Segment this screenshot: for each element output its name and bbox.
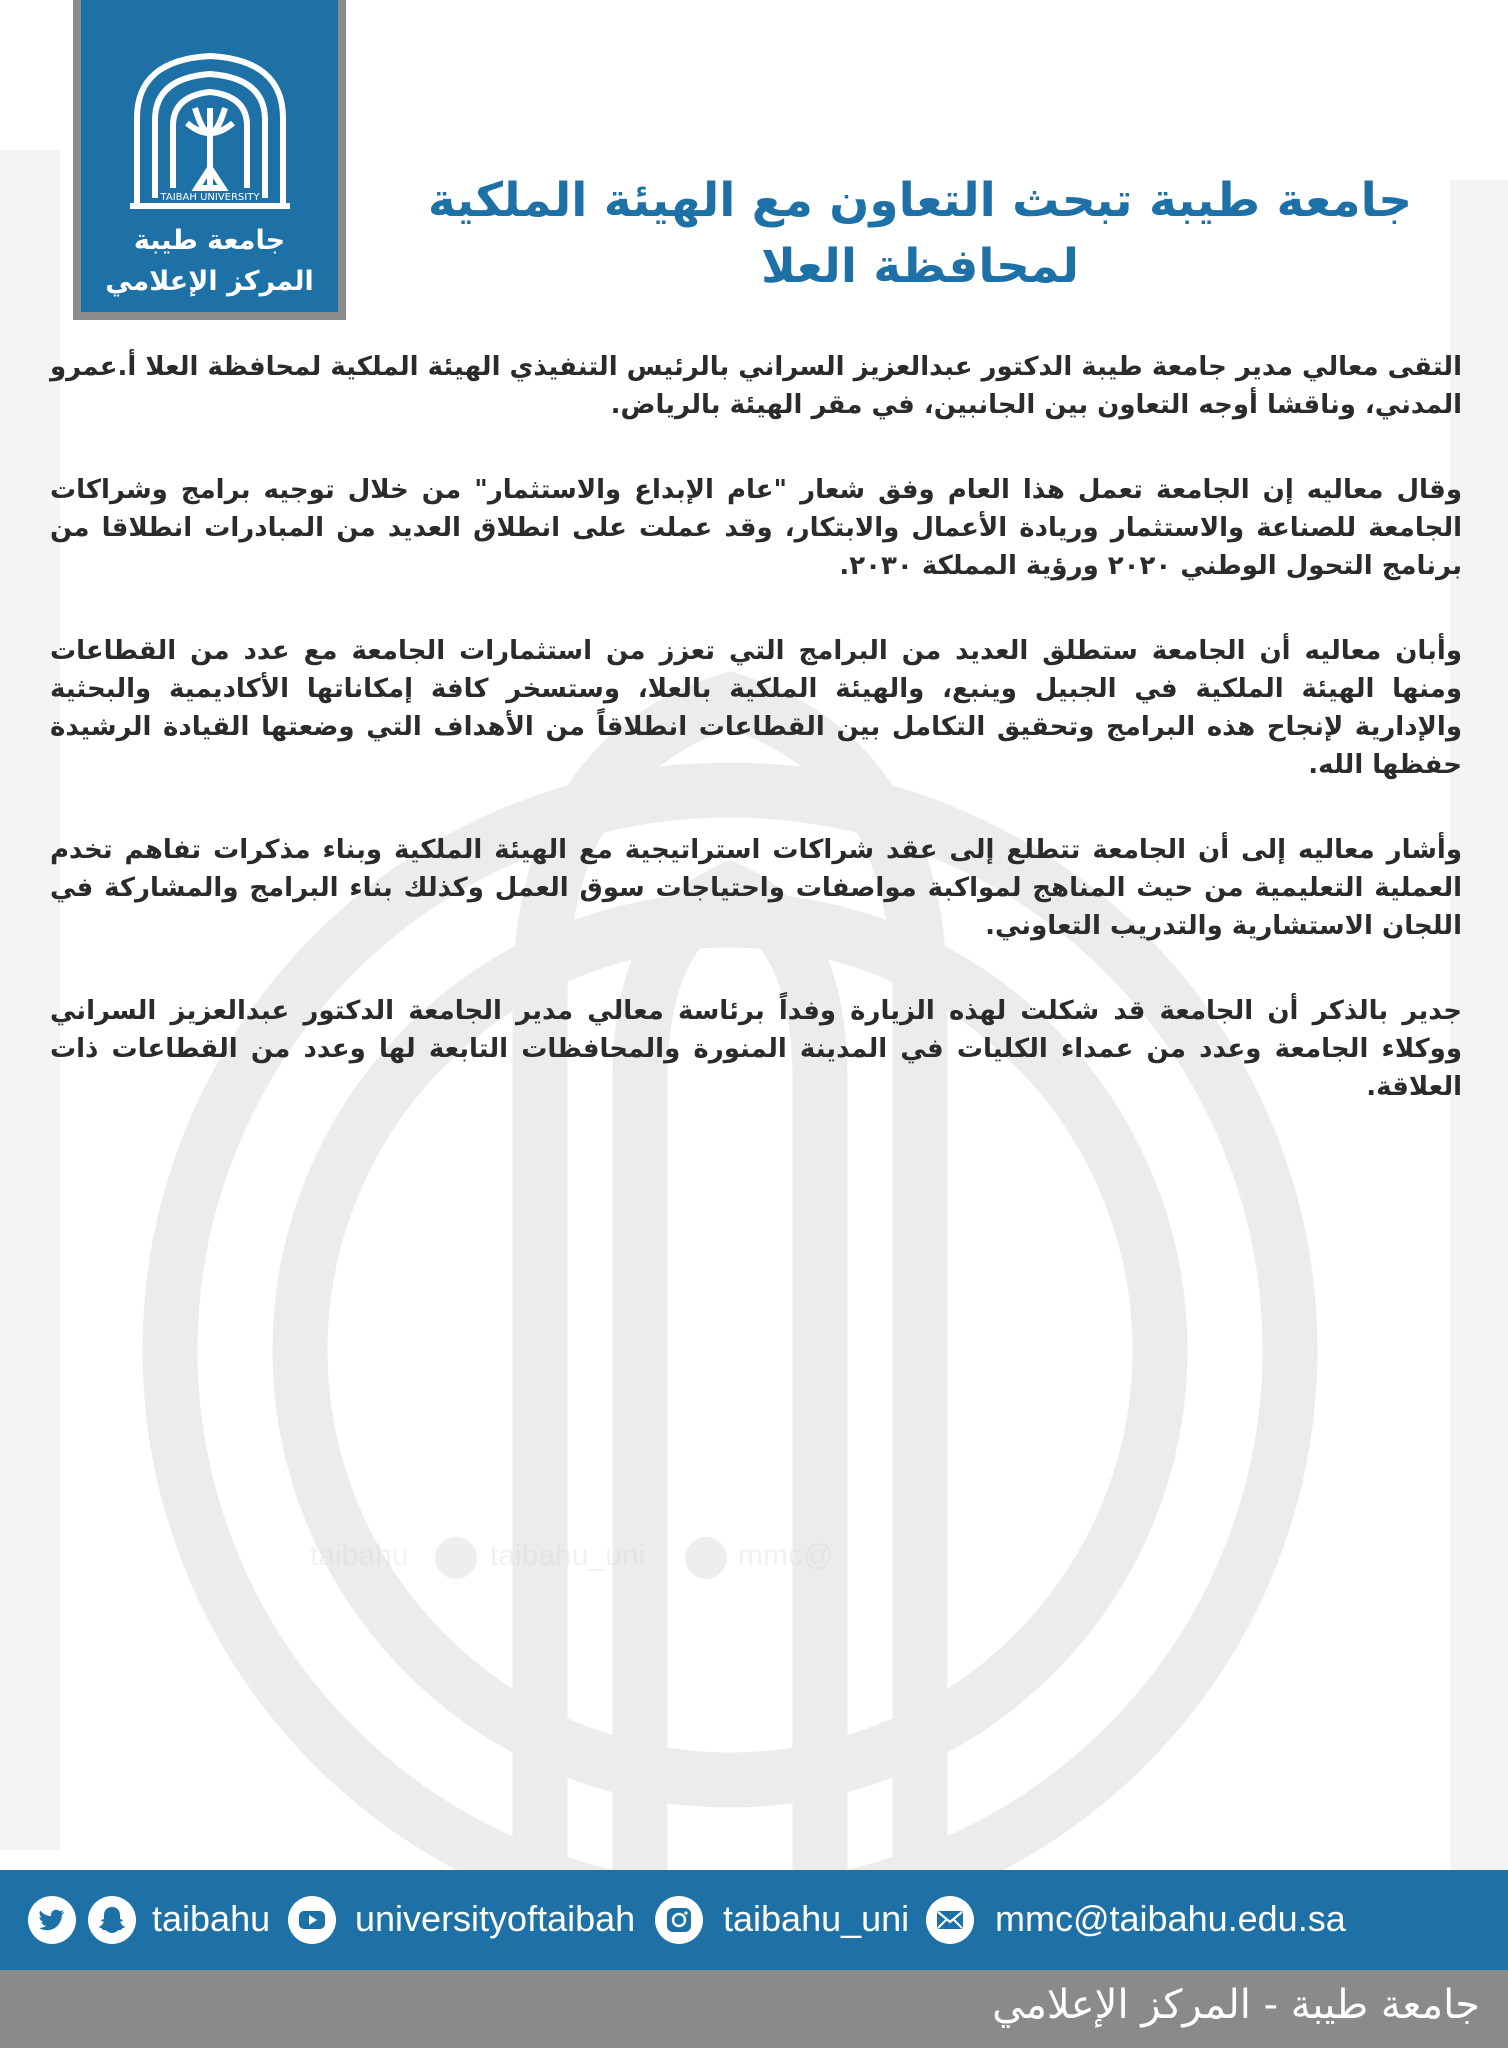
twitter-handle-link[interactable]: taibahu — [152, 1898, 271, 1939]
article-paragraph: وقال معاليه إن الجامعة تعمل هذا العام وفق شعار "عام الإبداع والاستثمار" من خلال توجيه برامج وشراكات الجامعة للصناعة والاستثمار وريادة الأعمال والابتكار، وقد عملت على انطلاق العديد من المبادرات انطلاقا من برنامج التحول الوطني ٢٠٢٠ ورؤية المملكة ٢٠٣٠. — [50, 475, 1462, 581]
ghost-email: mmc@ — [738, 1539, 834, 1572]
instagram-handle-link[interactable]: taibahu_uni — [723, 1898, 910, 1939]
article-paragraph: وأبان معاليه أن الجامعة ستطلق العديد من البرامج التي تعزز من استثمارات الجامعة مع عدد من القطاعات ومنها الهيئة الملكية في الجبيل وينبع، والهيئة الملكية بالعلا، وستسخر كافة إمكاناتها الأكاديمية والبحثية والإدارية لإنجاح هذه البرامج وتحقيق التكامل بين القطاعات انطلاقاً من الأهداف التي وضعتها القيادة الرشيدة حفظها الله. — [50, 636, 1462, 780]
university-emblem-icon — [125, 48, 295, 218]
logo-name-line1: جامعة طيبة — [133, 225, 286, 256]
article-body — [50, 348, 1462, 1153]
social-footer-bar — [0, 1870, 1508, 1970]
youtube-icon[interactable] — [288, 1896, 336, 1944]
mail-icon[interactable] — [926, 1896, 974, 1944]
logo-panel — [81, 0, 338, 312]
logo-name-line2: المركز الإعلامي — [105, 266, 314, 297]
twitter-icon[interactable] — [28, 1896, 76, 1944]
ghost-handle-1: taibahu — [310, 1539, 409, 1572]
footer-title-bar — [0, 1970, 1508, 2048]
ghost-handle-2: taibahu_uni — [490, 1539, 646, 1572]
headline-line2: لمحافظة العلا — [760, 239, 1080, 294]
article-paragraph: وأشار معاليه إلى أن الجامعة تتطلع إلى عقد شراكات استراتيجية مع الهيئة الملكية وبناء مذكرات تفاهم تخدم العملية التعليمية من حيث المناهج لمواكبة مواصفات واحتياجات سوق العمل وكذلك بناء البرامج والمشاركة في اللجان الاستشارية والتدريب التعاوني. — [50, 835, 1462, 941]
article-paragraph: جدير بالذكر أن الجامعة قد شكلت لهذه الزيارة وفداً برئاسة معالي مدير الجامعة الدكتور عبدالعزيز السراني ووكلاء الجامعة وعدد من عمداء الكليات في المدينة المنورة والمحافظات التابعة لها وعدد من القطاعات ذات العلاقة. — [50, 996, 1462, 1102]
headline — [380, 168, 1460, 300]
watermark-social-row — [160, 1535, 1060, 1579]
ghost-instagram-icon — [435, 1537, 477, 1579]
instagram-icon[interactable] — [655, 1896, 703, 1944]
headline-line1: جامعة طيبة تبحث التعاون مع الهيئة الملكية — [427, 173, 1413, 228]
logo-block — [73, 0, 346, 320]
article-paragraph: التقى معالي مدير جامعة طيبة الدكتور عبدالعزيز السراني بالرئيس التنفيذي الهيئة الملكية لمحافظة العلا أ.عمرو المدني، وناقشا أوجه التعاون بين الجانبين، في مقر الهيئة بالرياض. — [50, 352, 1462, 420]
footer-org-name: جامعة طيبة - المركز الإعلامي — [992, 1982, 1480, 2028]
email-link[interactable]: mmc@taibahu.edu.sa — [995, 1898, 1346, 1939]
logo-tiny-text: TAIBAH UNIVERSITY — [160, 192, 260, 203]
snapchat-icon[interactable] — [88, 1896, 136, 1944]
ghost-mail-icon — [685, 1537, 727, 1579]
youtube-channel-link[interactable]: universityoftaibah — [355, 1898, 636, 1939]
